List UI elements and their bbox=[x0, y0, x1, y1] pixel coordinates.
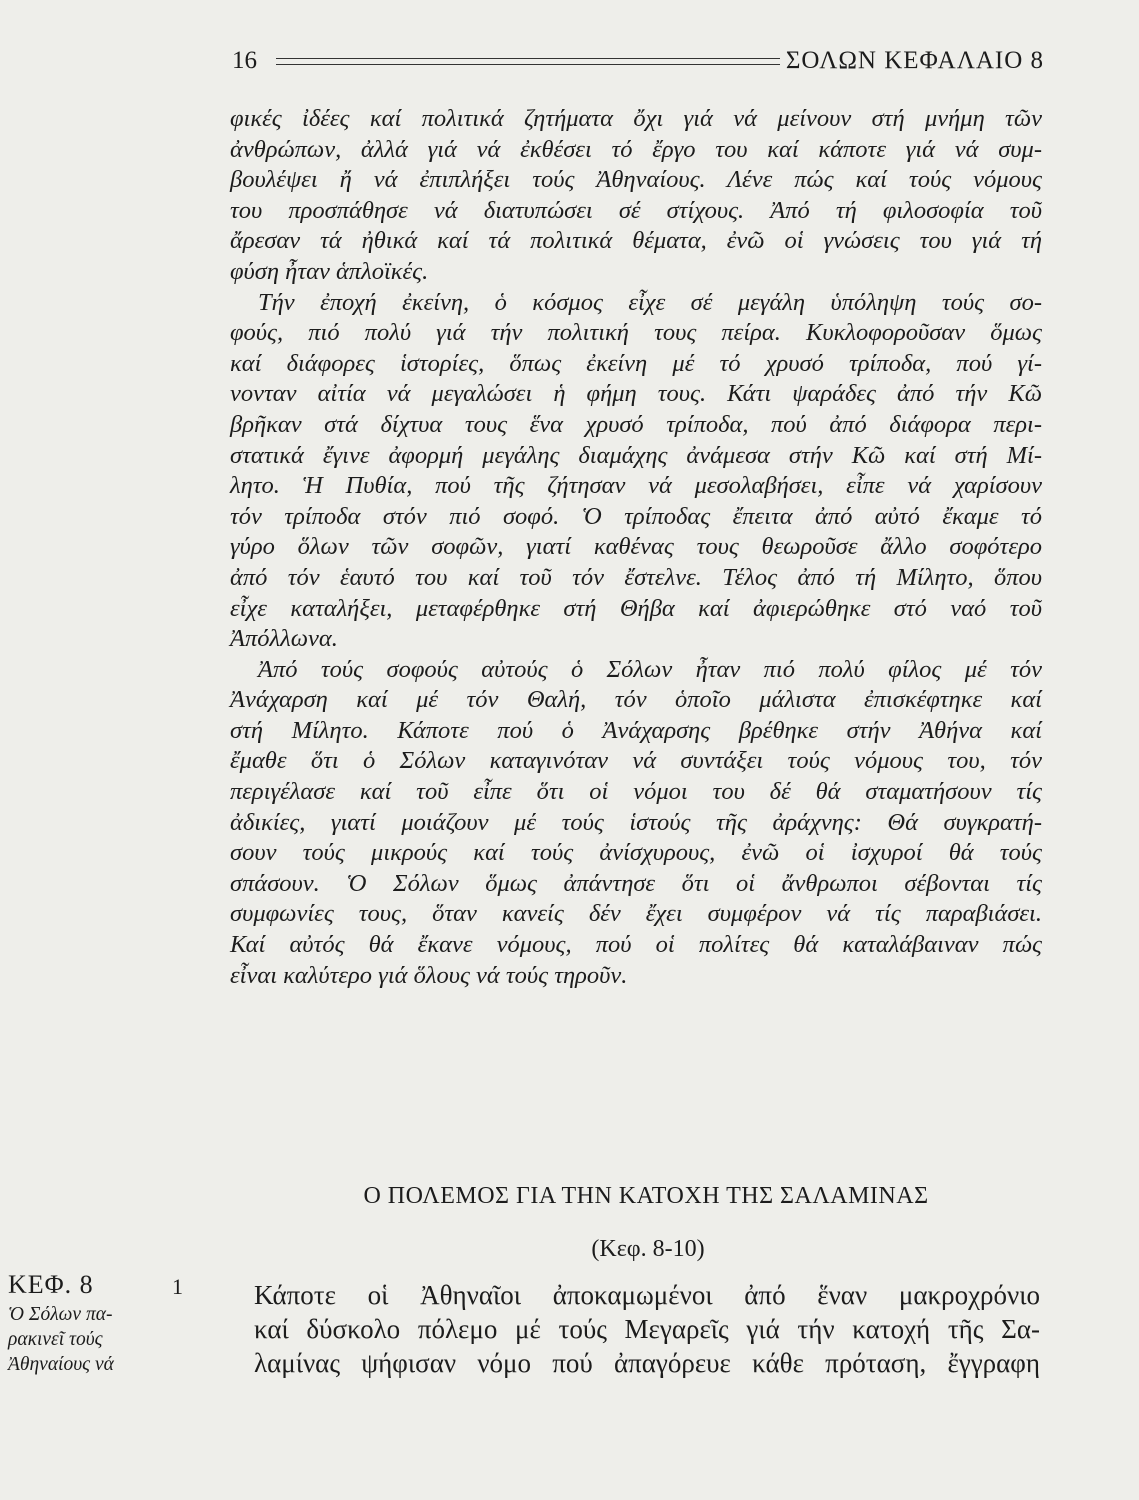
body-line: ἀπό τόν ἑαυτό του καί τοῦ τόν ἔστελνε. Τέλος ἀπό τή Μίλητο, ὅπου bbox=[230, 563, 1042, 591]
body-line: περιγέλασε καί τοῦ εἶπε ὅτι οἱ νόμοι του δέ θά σταματήσουν τίς bbox=[230, 778, 1042, 806]
body-line: του προσπάθησε νά διατυπώσει σέ στίχους. Ἀπό τή φιλοσοφία τοῦ bbox=[230, 196, 1042, 224]
body-line: ἀνθρώπων, ἀλλά γιά νά ἐκθέσει τό ἔργο του καί κάποτε γιά νά συμ- bbox=[230, 135, 1042, 163]
margin-note-line: Ἀθηναίους νά bbox=[8, 1354, 114, 1375]
body-line: Ἀπόλλωνα. bbox=[230, 625, 338, 653]
body-line: φικές ἰδέες καί πολιτικά ζητήματα ὄχι γιά νά μείνουν στή μνήμη τῶν bbox=[230, 105, 1042, 132]
body-line: στατικά ἔγινε ἀφορμή μεγάλης διαμάχης ἀνάμεσα στήν Κῶ καί στή Μί- bbox=[230, 441, 1042, 469]
body-line: εἶχε καταλήξει, μεταφέρθηκε στή Θήβα καί ἀφιερώθηκε στό ναό τοῦ bbox=[230, 594, 1042, 622]
body-line: λητο. Ἡ Πυθία, πού τῆς ζήτησαν νά μεσολαβήσει, εἶπε νά χαρίσουν bbox=[230, 472, 1042, 500]
section-number: 1 bbox=[172, 1274, 183, 1299]
header-rule bbox=[276, 58, 780, 65]
body-line: Ἀπό τούς σοφούς αὐτούς ὁ Σόλων ἦταν πιό πολύ φίλος μέ τόν bbox=[258, 655, 1042, 683]
upright-line: Κάποτε οἱ Ἀθηναῖοι ἀποκαμωμένοι ἀπό ἕναν μακροχρόνιο bbox=[254, 1280, 1040, 1310]
margin-note-line: ρακινεῖ τούς bbox=[8, 1329, 103, 1350]
section-title: Ο ΠΟΛΕΜΟΣ ΓΙΑ ΤΗΝ ΚΑΤΟΧΗ ΤΗΣ ΣΑΛΑΜΙΝΑΣ bbox=[363, 1183, 929, 1209]
body-line: εἶναι καλύτερο γιά ὅλους νά τούς τηροῦν. bbox=[230, 961, 628, 989]
body-line: τόν τρίποδα στόν πιό σοφό. Ὁ τρίποδας ἔπειτα ἀπό αὐτό ἔκαμε τό bbox=[230, 502, 1042, 530]
page-number: 16 bbox=[232, 47, 257, 74]
body-line: ἀδικίες, γιατί μοιάζουν μέ τούς ἱστούς τῆς ἀράχνης: Θά συγκρατή- bbox=[230, 808, 1042, 836]
body-line: στή Μίλητο. Κάποτε πού ὁ Ἀνάχαρσης βρέθηκε στήν Ἀθήνα καί bbox=[230, 716, 1042, 744]
body-line: ἄρεσαν τά ἠθικά καί τά πολιτικά θέματα, ἐνῶ οἱ γνώσεις του γιά τή bbox=[230, 227, 1042, 255]
body-line: φύση ἦταν ἁπλοϊκές. bbox=[230, 257, 429, 285]
body-line: φούς, πιό πολύ γιά τήν πολιτική τους πείρα. Κυκλοφοροῦσαν ὅμως bbox=[230, 319, 1042, 347]
body-line: συμφωνίες τους, ὅταν κανείς δέν ἔχει συμφέρον νά τίς παραβιάσει. bbox=[230, 900, 1042, 928]
body-line: βρῆκαν στά δίχτυα τους ἕνα χρυσό τρίποδα, πού ἀπό διάφορα περι- bbox=[230, 410, 1042, 438]
body-line: βουλέψει ἤ νά ἐπιπλήξει τούς Ἀθηναίους. Λένε πώς καί τούς νόμους bbox=[230, 166, 1042, 194]
running-title: ΣΟΛΩΝ ΚΕΦΑΛΑΙΟ 8 bbox=[785, 47, 1044, 74]
body-line: Καί αὐτός θά ἔκανε νόμους, πού οἱ πολίτες θά καταλάβαιναν πώς bbox=[230, 931, 1042, 959]
body-line: Τήν ἐποχή ἐκείνη, ὁ κόσμος εἶχε σέ μεγάλη ὑπόληψη τούς σο- bbox=[258, 288, 1042, 316]
upright-line: λαμίνας ψήφισαν νόμο πού ἀπαγόρευε κάθε πρόταση, ἔγγραφη bbox=[254, 1348, 1040, 1378]
italic-body-text bbox=[230, 104, 1042, 991]
section-subtitle: (Κεφ. 8-10) bbox=[591, 1236, 705, 1262]
margin-note-line: Ὁ Σόλων πα- bbox=[8, 1304, 113, 1325]
body-line: ἔμαθε ὅτι ὁ Σόλων καταγινόταν νά συντάξει τούς νόμους του, τόν bbox=[230, 747, 1042, 775]
body-line: σπάσουν. Ὁ Σόλων ὅμως ἀπάντησε ὅτι οἱ ἄνθρωποι σέβονται τίς bbox=[230, 869, 1042, 897]
body-line: Ἀνάχαρση καί μέ τόν Θαλή, τόν ὁποῖο μάλιστα ἐπισκέφτηκε καί bbox=[230, 686, 1042, 714]
body-line: γύρο ὅλων τῶν σοφῶν, γιατί καθένας τους θεωροῦσε ἄλλο σοφότερο bbox=[230, 533, 1042, 561]
body-line: σουν τούς μικρούς καί τούς ἀνίσχυρους, ἐνῶ οἱ ἰσχυροί θά τούς bbox=[230, 839, 1042, 867]
body-line: νονταν αἰτία νά μεγαλώσει ἡ φήμη τους. Κάτι ψαράδες ἀπό τήν Κῶ bbox=[230, 380, 1042, 408]
body-line: καί διάφορες ἱστορίες, ὅπως ἐκείνη μέ τό χρυσό τρίποδα, πού γί- bbox=[230, 349, 1042, 377]
upright-line: καί δύσκολο πόλεμο μέ τούς Μεγαρεῖς γιά τήν κατοχή τῆς Σα- bbox=[254, 1314, 1040, 1344]
upright-body-text bbox=[254, 1278, 1040, 1380]
margin-note bbox=[8, 1302, 158, 1377]
margin-chapter-label: ΚΕΦ. 8 bbox=[8, 1270, 94, 1299]
running-header bbox=[232, 46, 1044, 76]
